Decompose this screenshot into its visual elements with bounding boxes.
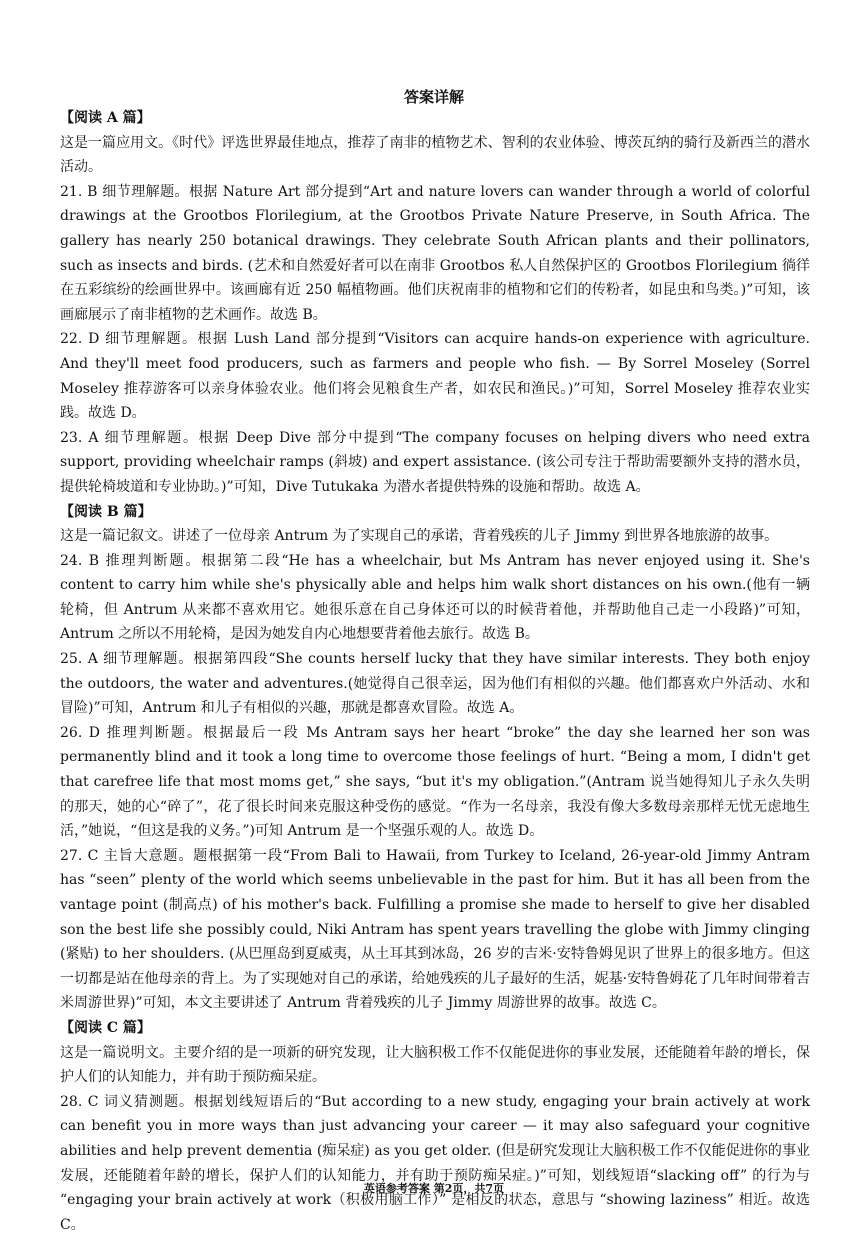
section-intro-a: 这是一篇应用文。《时代》评选世界最佳地点，推荐了南非的植物艺术、智利的农业体验、博茨瓦纳的骑行及新西兰的潜水活动。 — [60, 134, 810, 176]
answer-item-28: 28. C 词义猜测题。根据划线短语后的“But according to a new study, engaging your brain actively at work can benefit you in more ways than just advancing your career — it may also safeguard your cognitive abilities and help prevent dementia (痴呆症) as you get older. (但是研究发现让大脑积极工作不仅能促进你的事业发展，还能随着年龄的增长，保护人们的认知能力，并有助于预防痴呆症。)”可知，划线短语“slacking off” 的行为与 “engaging your brain actively at work（积极用脑工作）” 是相反的状态，意思与 “showing laziness” 相近。故选 C。 — [60, 1093, 810, 1233]
page-footer: 英语参考答案 第2页，共7页 — [363, 1182, 505, 1195]
answer-item-24: 24. B 推理判断题。根据第二段“He has a wheelchair, but Ms Antram has never enjoyed using it. She's content to carry him while she's physically able and helps him walk short distances on his own.(他有一辆轮椅，但 Antrum 从来都不喜欢用它。她很乐意在自己身体还可以的时候背着他，并帮助他自己走一小段路)”可知，Antrum 之所以不用轮椅，是因为她发自内心地想要背着他去旅行。故选 B。 — [60, 552, 810, 643]
answer-content — [60, 106, 810, 1237]
answer-item-25: 25. A 细节理解题。根据第四段“She counts herself lucky that they have similar interests. They both enjoy the outdoors, the water and adventures.(她觉得自己很幸运，因为他们有相似的兴趣。他们都喜欢户外活动、水和冒险)”可知，Antrum 和儿子有相似的兴趣，那就是都喜欢冒险。故选 A。 — [60, 651, 810, 717]
answer-item-21: 21. B 细节理解题。根据 Nature Art 部分提到“Art and nature lovers can wander through a world of colorful drawings at the Grootbos Florilegium, at the Grootbos Private Nature Preserve, in South Africa. The gallery has nearly 250 botanical drawings. They celebrate South African plants and their pollinators, such as insects and birds. (艺术和自然爱好者可以在南非 Grootbos 私人自然保护区的 Grootbos Florilegium 徜徉在五彩缤纷的绘画世界中。该画廊有近 250 幅植物画。他们庆祝南非的植物和它们的传粉者，如昆虫和鸟类。)”可知，该画廊展示了南非植物的艺术画作。故选 B。 — [60, 183, 810, 323]
answer-item-22: 22. D 细节理解题。根据 Lush Land 部分提到“Visitors can acquire hands-on experience with agriculture. And they'll meet food producers, such as farmers and people who fish. — By Sorrel Moseley (Sorrel Moseley 推荐游客可以亲身体验农业。他们将会见粮食生产者，如农民和渔民。)”可知，Sorrel Moseley 推荐农业实践。故选 D。 — [60, 331, 810, 422]
section-heading-b: 【阅读 B 篇】 — [60, 503, 152, 520]
answer-item-27: 27. C 主旨大意题。题根据第一段“From Bali to Hawaii, from Turkey to Iceland, 26-year-old Jimmy Antram has “seen” plenty of the world which seems unbelievable in the past for him. But it has all been from the vantage point (制高点) of his mother's back. Fulfilling a promise she made to herself to give her disabled son the best life she possibly could, Niki Antram has spent years travelling the globe with Jimmy clinging (紧贴) to her shoulders. (从巴厘岛到夏威夷，从土耳其到冰岛，26 岁的吉米·安特鲁姆见识了世界上的很多地方。但这一切都是站在他母亲的背上。为了实现她对自己的承诺，给她残疾的儿子最好的生活，妮基·安特鲁姆花了几年时间带着吉米周游世界)”可知，本文主要讲述了 Antrum 背着残疾的儿子 Jimmy 周游世界的故事。故选 C。 — [60, 847, 810, 1012]
answer-item-26: 26. D 推理判断题。根据最后一段 Ms Antram says her heart “broke” the day she learned her son was permanently blind and it took a long time to overcome those feelings of hurt. “Being a mom, I didn't get that carefree life that most moms get,” she says, “but it's my obligation.”(Antram 说当她得知儿子永久失明的那天，她的心“碎了”，花了很长时间来克服这种受伤的感觉。“作为一名母亲，我没有像大多数母亲那样无忧无虑地生活，”她说，“但这是我的义务。”)可知 Antrum 是一个坚强乐观的人。故选 D。 — [60, 724, 810, 840]
section-intro-c: 这是一篇说明文。主要介绍的是一项新的研究发现，让大脑积极工作不仅能促进你的事业发展，还能随着年龄的增长，保护人们的认知能力，并有助于预防痴呆症。 — [60, 1044, 810, 1086]
section-heading-c: 【阅读 C 篇】 — [60, 1019, 151, 1036]
page-title: 答案详解 — [403, 88, 464, 106]
section-intro-b: 这是一篇记叙文。讲述了一位母亲 Antrum 为了实现自己的承诺，背着残疾的儿子 Jimmy 到世界各地旅游的故事。 — [60, 528, 779, 545]
answer-item-23: 23. A 细节理解题。根据 Deep Dive 部分中提到“The company focuses on helping divers who need extra support, providing wheelchair ramps (斜坡) and expert assistance. (该公司专注于帮助需要额外支持的潜水员，提供轮椅坡道和专业协助。)”可知，Dive Tutukaka 为潜水者提供特殊的设施和帮助。故选 A。 — [60, 429, 810, 495]
section-heading-a: 【阅读 A 篇】 — [60, 110, 151, 126]
